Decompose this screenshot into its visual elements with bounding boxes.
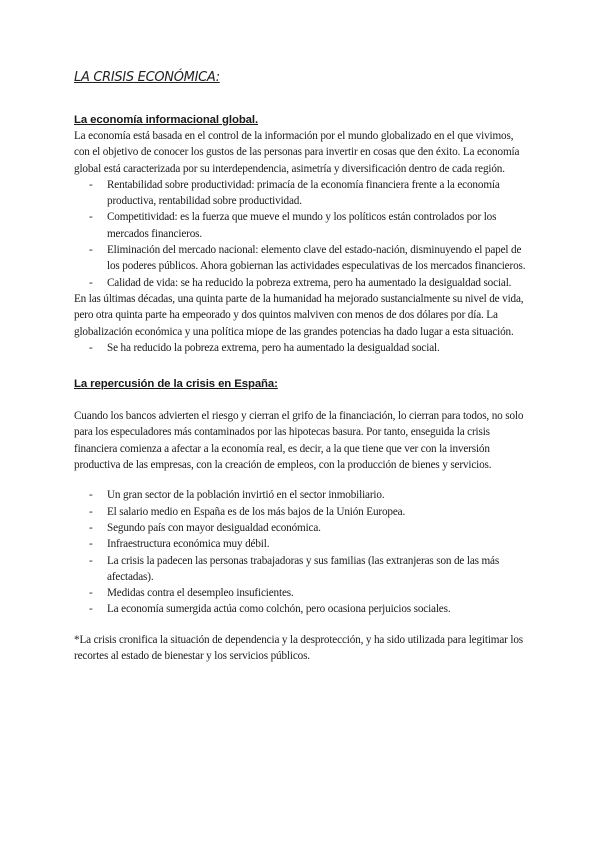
list-item-text: El salario medio en España es de los más bajos de la Unión Europea. bbox=[107, 505, 406, 518]
list-item bbox=[74, 209, 526, 242]
dash-icon: - bbox=[89, 505, 93, 518]
list-item bbox=[74, 520, 526, 536]
dash-icon: - bbox=[89, 244, 93, 257]
section-heading: La repercusión de la crisis en España: bbox=[74, 378, 278, 391]
section-intro-paragraph: La economía está basada en el control de la información por el mundo globalizado en el que vivimos, con el objetivo de conocer los gustos de las personas para invertir en cosas que den éxito. La economía global está caracterizada por su interdependencia, asimetría y diversificación dentro de cada región. bbox=[74, 130, 520, 175]
list-item bbox=[74, 275, 526, 291]
list-item-text: La crisis la padecen las personas trabajadoras y sus familias (las extranjeras son de las más afectadas). bbox=[107, 554, 500, 583]
list-item bbox=[74, 340, 526, 356]
list-item bbox=[74, 553, 526, 586]
dash-icon: - bbox=[89, 603, 93, 616]
list-item-text: Medidas contra el desempleo insuficientes. bbox=[107, 587, 294, 600]
list-item-text: Segundo país con mayor desigualdad económica. bbox=[107, 521, 321, 534]
list-item bbox=[74, 585, 526, 601]
document-page bbox=[74, 70, 526, 664]
bullet-list bbox=[74, 487, 526, 617]
section-paragraph: Cuando los bancos advierten el riesgo y cierran el grifo de la financiación, lo cierran para todos, no solo para los especuladores más contaminados por las hipotecas basura. Por tanto, enseguida la crisis financiera comienza a afectar a la economía real, es decir, a la que tiene que ver con la inversión productiva de las empresas, con la creación de empleos, con la producción de bienes y servicios. bbox=[74, 410, 524, 472]
section-heading: La economía informacional global. bbox=[74, 114, 259, 126]
list-item bbox=[74, 177, 526, 210]
footnote: *La crisis cronifica la situación de dependencia y la desprotección, y ha sido utilizada para legitimar los recortes al estado de bienestar y los servicios públicos. bbox=[74, 633, 523, 663]
list-item-text: Rentabilidad sobre productividad: primacía de la economía financiera frente a la economía productiva, rentabilidad sobre productividad. bbox=[107, 178, 500, 208]
list-item bbox=[74, 536, 526, 552]
list-item bbox=[74, 601, 526, 617]
section-paragraph: En las últimas décadas, una quinta parte de la humanidad ha mejorado sustancialmente su nivel de vida, pero otra quinta parte ha empeorado y dos quintos malviven con menos de dos dólares por día. La globalización económica y una política miope de las grandes potencias ha dado lugar a esta situación. bbox=[74, 292, 524, 338]
dash-icon: - bbox=[89, 538, 93, 551]
list-item bbox=[74, 487, 526, 503]
list-item-text: Se ha reducido la pobreza extrema, pero ha aumentado la desigualdad social. bbox=[107, 341, 440, 354]
dash-icon: - bbox=[89, 276, 93, 289]
list-item-text: Infraestructura económica muy débil. bbox=[107, 538, 270, 551]
bullet-list bbox=[74, 177, 526, 291]
list-item-text: Calidad de vida: se ha reducido la pobreza extrema, pero ha aumentado la desigualdad social. bbox=[107, 276, 512, 289]
document-title: LA CRISIS ECONÓMICA: bbox=[74, 70, 220, 85]
dash-icon: - bbox=[89, 489, 93, 502]
section-repercusion-espana bbox=[74, 376, 526, 664]
dash-icon: - bbox=[89, 521, 93, 534]
bullet-list bbox=[74, 340, 526, 356]
dash-icon: - bbox=[89, 211, 93, 224]
list-item-text: Eliminación del mercado nacional: elemento clave del estado-nación, disminuyendo el papel de los poderes públicos. Ahora gobiernan las actividades especulativas de los mercados financieros. bbox=[107, 244, 526, 273]
list-item-text: La economía sumergida actúa como colchón, pero ocasiona perjuicios sociales. bbox=[107, 603, 451, 616]
list-item-text: Un gran sector de la población invirtió en el sector inmobiliario. bbox=[107, 489, 385, 502]
dash-icon: - bbox=[89, 341, 93, 354]
section-economia-informacional bbox=[74, 112, 526, 356]
dash-icon: - bbox=[89, 554, 93, 567]
list-item bbox=[74, 242, 526, 275]
list-item bbox=[74, 504, 526, 520]
dash-icon: - bbox=[89, 587, 93, 600]
dash-icon: - bbox=[89, 178, 93, 191]
list-item-text: Competitividad: es la fuerza que mueve el mundo y los políticos están controlados por los mercados financieros. bbox=[107, 211, 497, 240]
